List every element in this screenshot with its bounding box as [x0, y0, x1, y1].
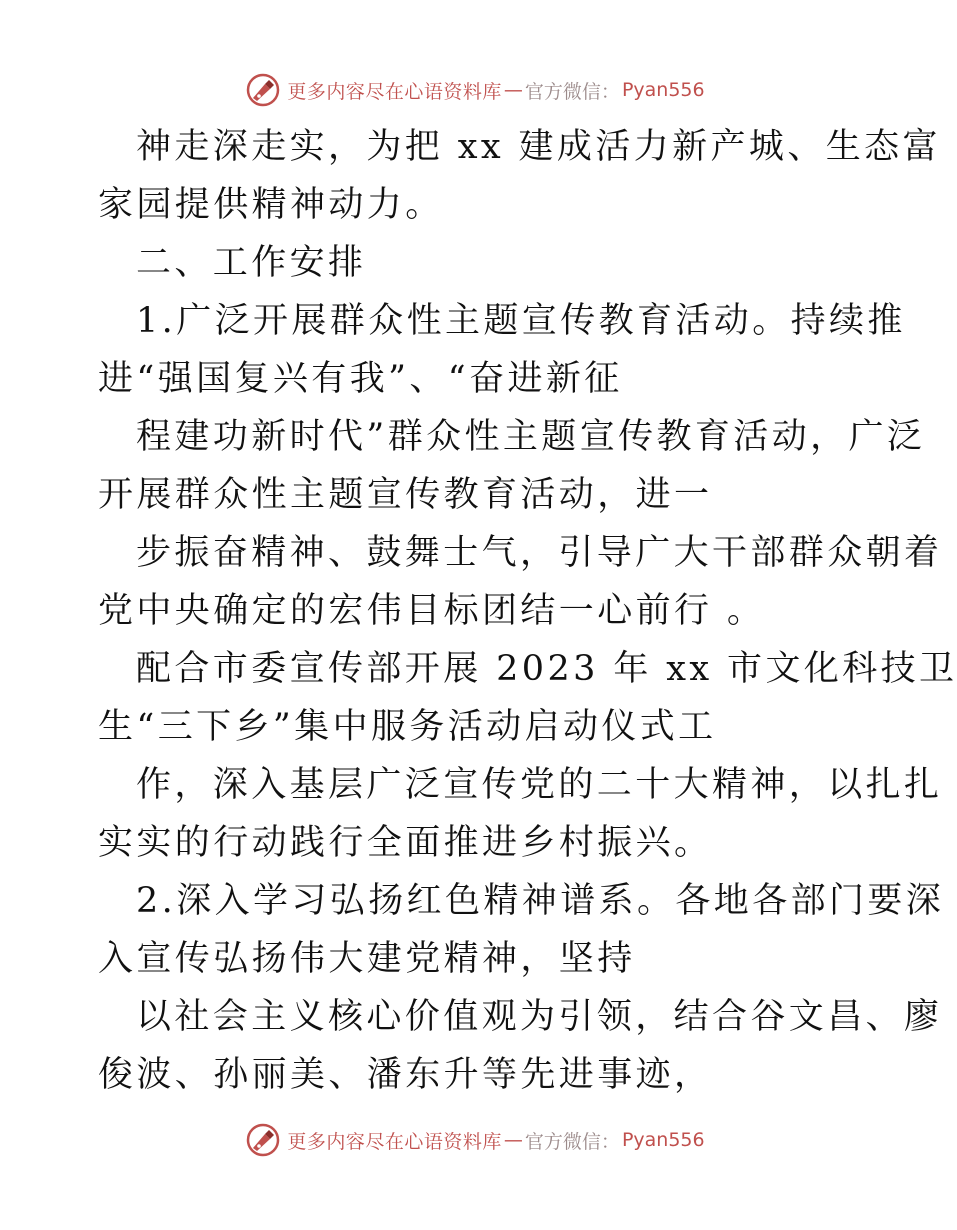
banner-library-text: 更多内容尽在心语资料库 [287, 80, 502, 103]
text-line: 配合市委宣传部开展 2023 年 xx 市文化科技卫 [136, 649, 957, 689]
text-line: 进“强国复兴有我”、“奋进新征 [98, 359, 623, 399]
text-line: 党中央确定的宏伟目标团结一心前行 。 [98, 591, 766, 631]
text-line: 神走深走实，为把 xx 建成活力新产城、生态富 [136, 127, 941, 167]
banner-library-text: 更多内容尽在心语资料库 [287, 1130, 502, 1153]
text-line: 俊波、孙丽美、潘东升等先进事迹， [98, 1055, 713, 1095]
banner-wechat-label: 官方微信： [524, 80, 620, 103]
section-heading: 二、工作安排 [136, 243, 367, 283]
text-line: 入宣传弘扬伟大建党精神，坚持 [98, 939, 636, 979]
banner-wechat-id: Pyan556 [621, 1129, 705, 1151]
text-line: 生“三下乡”集中服务活动启动仪式工 [98, 707, 717, 747]
text-line: 步振奋精神、鼓舞士气，引导广大干部群众朝着 [136, 533, 943, 573]
text-line: 家园提供精神动力。 [98, 185, 444, 225]
text-line: 2.深入学习弘扬红色精神谱系。各地各部门要深 [136, 881, 945, 921]
banner-wechat-label: 官方微信： [524, 1130, 620, 1153]
text-line: 作，深入基层广泛宣传党的二十大精神，以扎扎 [136, 765, 943, 805]
pen-nib-logo-icon [245, 72, 281, 108]
text-line: 开展群众性主题宣传教育活动，进一 [98, 475, 713, 515]
footer-watermark-banner [0, 1120, 950, 1160]
text-line: 1.广泛开展群众性主题宣传教育活动。持续推 [136, 301, 906, 341]
header-watermark-banner [0, 70, 950, 110]
banner-wechat-id: Pyan556 [621, 79, 705, 101]
pen-nib-logo-icon [245, 1122, 281, 1158]
text-line: 程建功新时代”群众性主题宣传教育活动，广泛 [136, 417, 926, 457]
document-body [98, 118, 957, 1104]
banner-dash: — [503, 79, 523, 101]
banner-dash: — [503, 1129, 523, 1151]
text-line: 以社会主义核心价值观为引领，结合谷文昌、廖 [136, 997, 943, 1037]
text-line: 实实的行动践行全面推进乡村振兴。 [98, 823, 713, 863]
